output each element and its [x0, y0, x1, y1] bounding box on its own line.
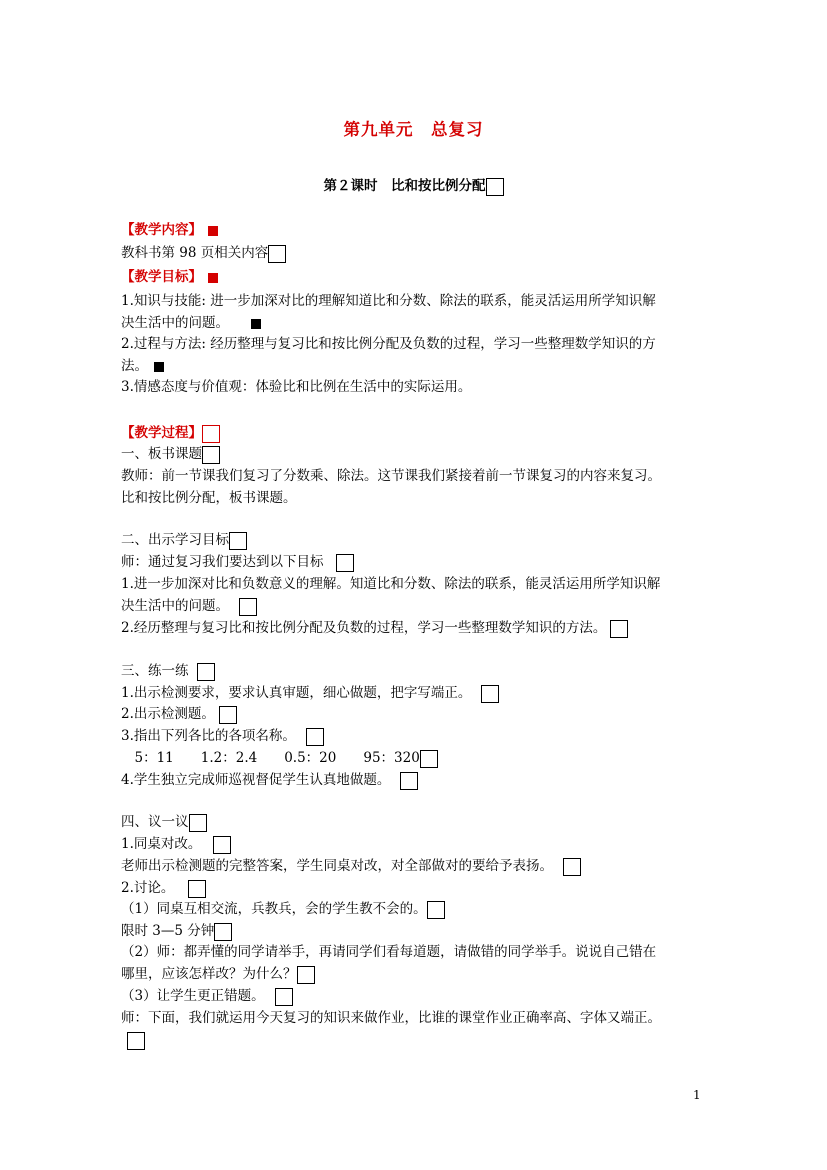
s2-title-text: 二、出示学习目标: [121, 532, 229, 548]
s4-d-text: （1）同桌互相交流，兵教兵，会的学生教不会的。: [121, 901, 427, 917]
red-square-icon: [208, 273, 218, 283]
content-text-label: 教科书第 98 页相关内容: [121, 245, 269, 261]
goals-header: [121, 268, 218, 286]
s4-a-text: 1.同桌对改。: [121, 836, 202, 852]
s4-title: [121, 813, 207, 832]
placeholder-box: [610, 620, 628, 638]
content-header: [121, 221, 218, 239]
s2-a-text: 师：通过复习我们要达到以下目标: [121, 554, 324, 570]
content-header-text: 【教学内容】: [121, 222, 202, 238]
s2-line-c: [121, 597, 257, 616]
goal2-b-text: 法。: [121, 358, 148, 374]
content-text: [121, 244, 286, 263]
s4-line-e: [121, 922, 232, 941]
s3-line-e: [121, 771, 418, 790]
s2-d-text: 2.经历整理与复习比和按比例分配及负数的过程，学习一些整理数学知识的方法。: [121, 620, 607, 636]
placeholder-box: [427, 901, 445, 919]
page-title: 第九单元 总复习: [343, 120, 484, 139]
placeholder-box: [306, 728, 324, 746]
s3-line-c: [121, 727, 324, 746]
process-header: [121, 424, 220, 443]
black-square-icon: [251, 319, 261, 329]
placeholder-box: [188, 880, 206, 898]
s2-line-a: [121, 553, 354, 572]
s4-line-b: [121, 857, 581, 876]
s4-g-text: 哪里，应该怎样改？为什么？: [121, 966, 297, 982]
s4-line-g: [121, 965, 315, 984]
lesson-subtitle: [0, 174, 827, 196]
placeholder-box: [127, 1032, 145, 1050]
goal2-line-b: [121, 357, 164, 375]
s1-line-a: 教师：前一节课我们复习了分数乘、除法。这节课我们紧接着前一节课复习的内容来复习。: [121, 468, 661, 484]
s3-c-text: 3.指出下列各比的各项名称。: [121, 728, 296, 744]
s4-c-text: 2.讨论。: [121, 880, 175, 896]
placeholder-box: [297, 966, 315, 984]
goal3-line: 3.情感态度与价值观：体验比和比例在生活中的实际运用。: [121, 379, 472, 395]
placeholder-box: [336, 554, 354, 572]
goal1-b-text: 决生活中的问题。: [121, 315, 229, 331]
s4-line-d: [121, 900, 445, 919]
placeholder-box: [563, 858, 581, 876]
placeholder-box: [219, 706, 237, 724]
s3-b-text: 2.出示检测题。: [121, 706, 215, 722]
s4-h-text: （3）让学生更正错题。: [121, 988, 265, 1004]
placeholder-box: [275, 988, 293, 1006]
placeholder-box: [268, 245, 286, 263]
s4-e-text: 限时 3—5 分钟: [121, 923, 215, 939]
s3-line-d: [121, 749, 438, 768]
page-number: 1: [693, 1088, 701, 1102]
subtitle-text: 第２课时 比和按比例分配: [323, 178, 486, 194]
placeholder-box: [213, 836, 231, 854]
placeholder-box: [420, 750, 438, 768]
s4-line-j: [121, 1031, 145, 1050]
s3-title-text: 三、练一练: [121, 663, 189, 679]
goal1-line-a: 1.知识与技能: 进一步加深对比的理解知道比和分数、除法的联系，能灵活运用所学知识解: [121, 293, 656, 309]
placeholder-box: [202, 425, 220, 443]
s4-line-h: [121, 987, 293, 1006]
process-header-text: 【教学过程】: [121, 425, 202, 441]
placeholder-box: [202, 446, 220, 464]
goal1-line-b: [121, 314, 261, 332]
s1-title-text: 一、板书课题: [121, 446, 202, 462]
s4-line-c: [121, 879, 206, 898]
goal2-line-a: 2.过程与方法: 经历整理与复习比和按比例分配及负数的过程，学习一些整理数学知识的方: [121, 336, 656, 352]
black-square-icon: [154, 362, 164, 372]
s4-b-text: 老师出示检测题的完整答案，学生同桌对改，对全部做对的要给予表扬。: [121, 858, 553, 874]
s3-a-text: 1.出示检测要求，要求认真审题，细心做题，把字写端正。: [121, 685, 472, 701]
s3-title: [121, 662, 215, 681]
s3-e-text: 4.学生独立完成师巡视督促学生认真地做题。: [121, 772, 391, 788]
placeholder-box: [400, 772, 418, 790]
placeholder-box: [486, 178, 504, 196]
s2-title: [121, 531, 247, 550]
s3-line-a: [121, 684, 499, 703]
s4-line-f: （2）师：都弄懂的同学请举手，再请同学们看每道题，请做错的同学举手。说说自己错在: [121, 944, 657, 960]
placeholder-box: [481, 685, 499, 703]
placeholder-box: [229, 532, 247, 550]
s2-line-b: 1.进一步加深对比和负数意义的理解。知道比和分数、除法的联系，能灵活运用所学知识解: [121, 576, 661, 592]
placeholder-box: [197, 663, 215, 681]
s1-line-b: 比和按比例分配，板书课题。: [121, 490, 297, 506]
placeholder-box: [239, 598, 257, 616]
s4-line-a: [121, 835, 231, 854]
s4-title-text: 四、议一议: [121, 814, 189, 830]
placeholder-box: [189, 814, 207, 832]
s4-line-i: 师：下面，我们就运用今天复习的知识来做作业，比谁的课堂作业正确率高、字体又端正。: [121, 1010, 661, 1026]
s2-line-d: [121, 619, 628, 638]
s2-c-text: 决生活中的问题。: [121, 598, 229, 614]
placeholder-box: [214, 923, 232, 941]
s1-title: [121, 445, 220, 464]
red-square-icon: [208, 226, 218, 236]
ratios-text: 5：11 1.2：2.4 0.5：20 95：320: [121, 750, 420, 766]
s3-line-b: [121, 705, 237, 724]
goals-header-text: 【教学目标】: [121, 269, 202, 285]
